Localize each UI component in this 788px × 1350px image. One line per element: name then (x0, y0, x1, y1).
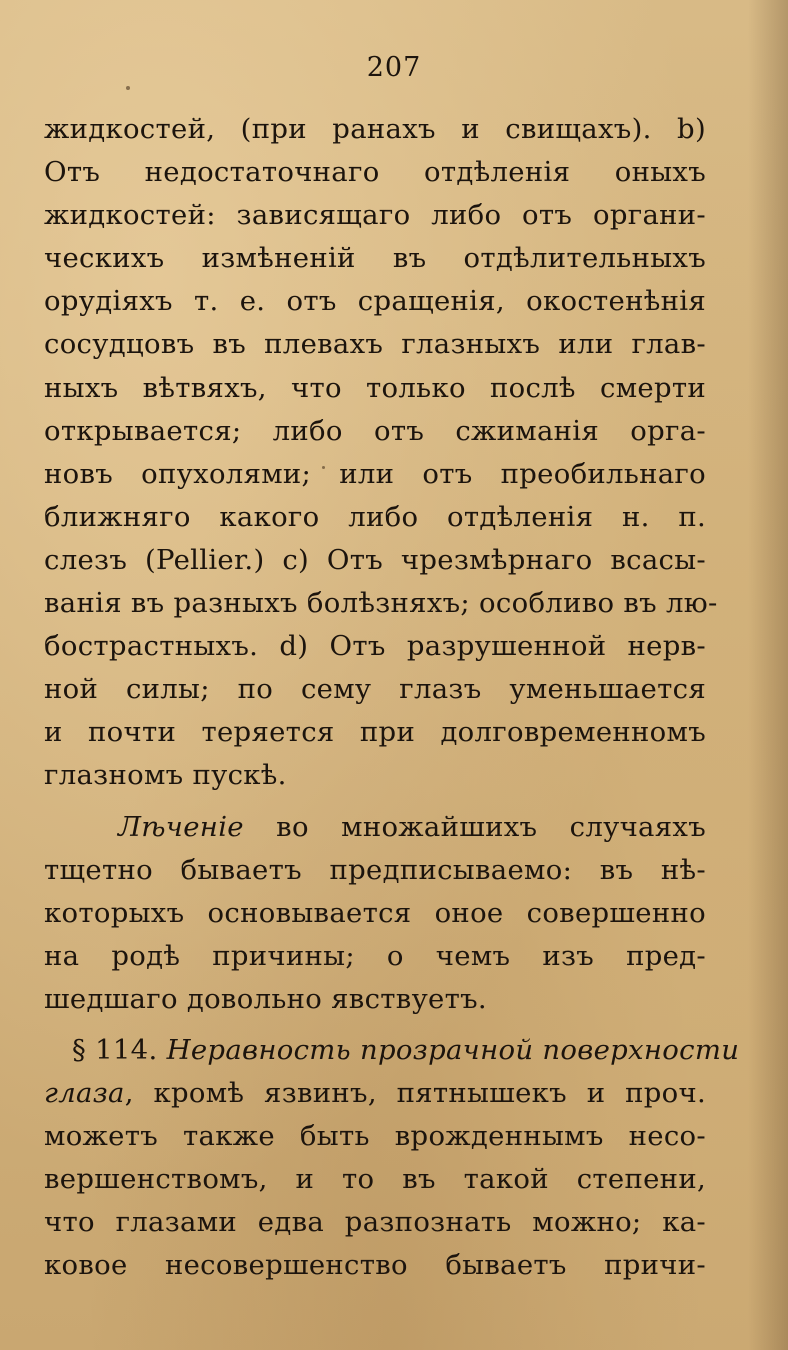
paper-speck (126, 86, 130, 90)
text-line: бострастныхъ. d) Отъ разрушенной нерв- (44, 630, 706, 663)
text-line: Отъ недостаточнаго отдѣленія оныхъ (44, 156, 706, 189)
text-line: орудіяхъ т. е. отъ сращенія, окостенѣнія (44, 285, 706, 318)
section-number: § 114. (72, 1033, 158, 1066)
text-line: ближняго какого либо отдѣленія н. п. (44, 500, 706, 533)
page-edge-shadow (748, 0, 788, 1350)
page-number: 207 (366, 52, 422, 83)
text-line (44, 806, 706, 849)
text-line: которыхъ основывается оное совершенно (44, 896, 706, 929)
section-114 (44, 1029, 740, 1288)
text-line: что глазами едва разпознать можно; ка- (44, 1206, 706, 1239)
text-line: шедшаго довольно явствуетъ. (44, 982, 487, 1015)
section-line-rest: , кромѣ язвинъ, пятнышекъ и проч. (124, 1077, 706, 1110)
paragraph-treatment (44, 806, 706, 1021)
text-line: жидкостей, (при ранахъ и свищахъ). b) (44, 113, 706, 145)
text-line: ковое несовершенство бываетъ причи- (44, 1249, 706, 1282)
paragraph-causes (44, 108, 718, 798)
section-title-continued: глаза (44, 1077, 125, 1110)
text-line: ванія въ разныхъ болѣзняхъ; особливо въ лю- (44, 587, 718, 620)
text-line: ческихъ измѣненій въ отдѣлительныхъ (44, 242, 706, 275)
text-line: ныхъ вѣтвяхъ, что только послѣ смерти (44, 371, 706, 404)
text-line: открывается; либо отъ сжиманія орга- (44, 414, 706, 447)
body-text (44, 108, 740, 1288)
section-heading-line (44, 1029, 740, 1072)
text-line: глазномъ пускѣ. (44, 759, 287, 792)
text-line: новъ опухолями; или отъ преобильнаго (44, 457, 706, 490)
text-line: жидкостей: зависящаго либо отъ органи- (44, 199, 706, 232)
treatment-heading: Лѣченіе (118, 810, 244, 843)
treatment-line-rest: во множайшихъ случаяхъ (243, 810, 706, 843)
text-line: на родѣ причины; о чемъ изъ пред- (44, 939, 706, 972)
text-line: ной силы; по сему глазъ уменьшается (44, 673, 706, 706)
text-line (44, 1072, 706, 1115)
text-line: и почти теряется при долговременномъ (44, 716, 706, 749)
text-line: тщетно бываетъ предписываемо: въ нѣ- (44, 853, 706, 886)
text-line: вершенствомъ, и то въ такой степени, (44, 1163, 706, 1196)
text-line: слезъ (Pellier.) c) Отъ чрезмѣрнаго всасы- (44, 543, 706, 576)
section-title: Неравность прозрачной поверхности (157, 1033, 740, 1066)
text-line: можетъ также быть врожденнымъ несо- (44, 1120, 706, 1153)
text-line: сосудцовъ въ плевахъ глазныхъ или глав- (44, 328, 706, 361)
